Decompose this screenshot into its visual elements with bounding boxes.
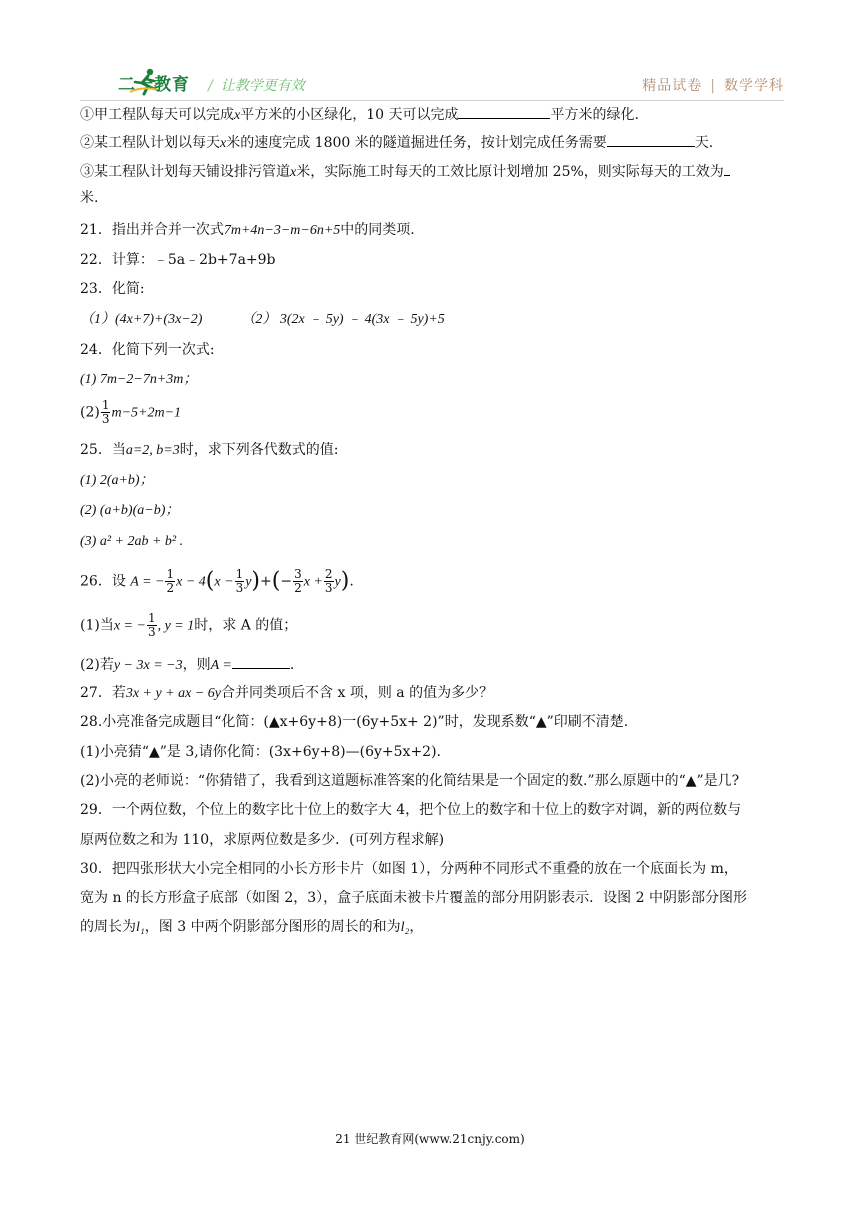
logo-text: 二一教育 bbox=[118, 75, 190, 95]
q29-line2: 原两位数之和为 110，求原两位数是多少．(可列方程求解) bbox=[80, 832, 445, 848]
q24-part1: (1) 7m−2−7n+3m； bbox=[80, 372, 198, 387]
answer-blank[interactable] bbox=[607, 132, 695, 147]
page-footer: 21 世纪教育网(www.21cnjy.com) bbox=[335, 1132, 525, 1146]
q29-line1: 29．一个两位数，个位上的数字比十位上的数字大 4，把个位上的数字和十位上的数字对调，新的两位数与 bbox=[80, 802, 742, 818]
q26-part1: (1)当x = − $\frac{1}{3}$ , y = 1时，求 A 的值； bbox=[80, 611, 298, 639]
fraction: $\frac{1}{3}$ bbox=[147, 611, 156, 639]
page-header bbox=[80, 66, 784, 100]
q20-item2: ②某工程队计划以每天x米的速度完成 1800 米的隧道掘进任务，按计划完成任务需要 天. bbox=[80, 132, 713, 154]
q20-item1: ①甲工程队每天可以完成x平方米的小区绿化，10 天可以完成 平方米的绿化. bbox=[80, 104, 639, 126]
q23: 23．化简: bbox=[80, 281, 145, 297]
q28-part1: (1)小亮猜“▲”是 3,请你化简：(3x+6y+8)—(6y+5x+2). bbox=[80, 744, 441, 760]
q25: 25．当a=2, b=3时，求下列各代数式的值: bbox=[80, 442, 339, 458]
q20-item3: ③某工程队计划每天铺设排污管道x米，实际施工时每天的工效比原计划增加 25%，则实际每天的工效为 bbox=[80, 161, 730, 183]
fraction: $\frac{1}{3}$ bbox=[235, 567, 244, 595]
q28-part2: (2)小亮的老师说：“你猜错了，我看到这道题标准答案的化简结果是一个固定的数.”那么原题中的“▲”是几? bbox=[80, 773, 740, 789]
slogan: / 让教学更有效 bbox=[208, 78, 305, 94]
fraction: $\frac{3}{2}$ bbox=[294, 567, 302, 595]
answer-blank[interactable] bbox=[724, 161, 730, 176]
q20-item3-cont: 米. bbox=[80, 190, 99, 206]
subject-tag: 精品试卷 | 数学学科 bbox=[642, 78, 784, 94]
q30-line1: 30．把四张形状大小完全相同的小长方形卡片（如图 1），分两种不同形式不重叠的放在一个底面长为 m， bbox=[80, 861, 738, 877]
q24-part2: (2) $\frac{1}{3}$ m−5+2m−1 bbox=[80, 398, 182, 426]
fraction: $\frac{2}{3}$ bbox=[324, 567, 333, 595]
q23-parts bbox=[80, 309, 445, 330]
q23-part2: （2） 3(2x ﹣ 5y) ﹣ 4(3x ﹣ 5y)+5 bbox=[241, 312, 445, 327]
answer-blank[interactable] bbox=[232, 654, 290, 669]
header-divider bbox=[80, 100, 784, 101]
q24: 24．化简下列一次式: bbox=[80, 342, 215, 358]
q25-part2: (2) (a+b)(a−b)； bbox=[80, 503, 180, 518]
q28: 28.小亮准备完成题目“化简：(▲x+6y+8)一(6y+5x+ 2)”时，发现系数“▲”印刷不清楚. bbox=[80, 714, 629, 730]
q23-part1: （1）(4x+7)+(3x−2) bbox=[80, 312, 203, 327]
q22: 22．计算：﹣5a﹣2b+7a+9b bbox=[80, 252, 276, 268]
q26-part2: (2)若y − 3x = −3，则A = . bbox=[80, 654, 294, 676]
fraction: $\frac{1}{3}$ bbox=[101, 398, 110, 426]
q25-part3: (3) a² + 2ab + b² . bbox=[80, 534, 184, 549]
q27: 27．若3x + y + ax − 6y合并同类项后不含 x 项，则 a 的值为多少？ bbox=[80, 685, 494, 701]
q30-line3: 的周长为l₁，图 3 中两个阴影部分图形的周长的和为l₂， bbox=[80, 919, 424, 935]
fraction: $\frac{1}{2}$ bbox=[166, 567, 175, 595]
q25-part1: (1) 2(a+b)； bbox=[80, 473, 154, 488]
q21: 21．指出并合并一次式7m+4n−3−m−6n+5中的同类项. bbox=[80, 222, 415, 238]
q26: 26．设 A = − $\frac{1}{2}$ x − 4(x − $\frac{1}{3}$ y)+(− $\frac{3}{2}$ x + $\frac{2}{3}$ y). bbox=[80, 567, 354, 595]
answer-blank[interactable] bbox=[458, 104, 550, 119]
q30-line2: 宽为 n 的长方形盒子底部（如图 2，3），盒子底面未被卡片覆盖的部分用阴影表示．设图 2 中阴影部分图形 bbox=[80, 890, 747, 906]
